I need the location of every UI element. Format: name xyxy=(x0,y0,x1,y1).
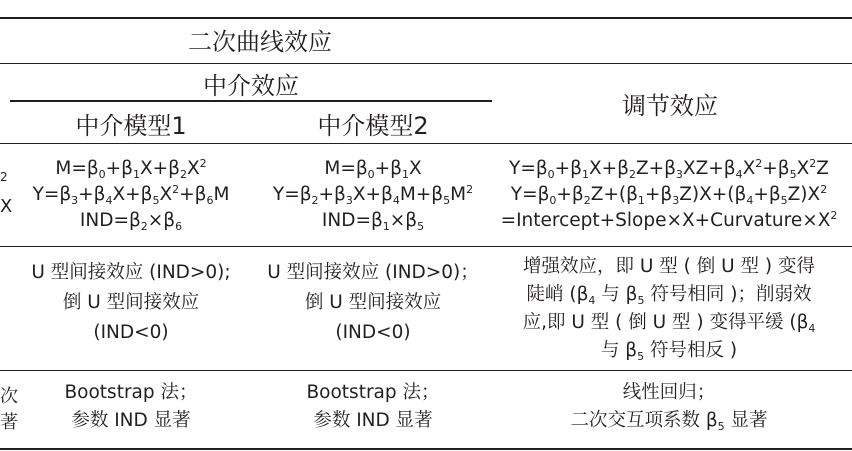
header-mediation-model-2: 中介模型2 xyxy=(317,112,429,140)
row3-model2-line2: 参数 IND 显著 xyxy=(313,410,433,431)
left-fragment-3: 次 xyxy=(0,386,18,407)
row2-moderation-line1: 增强效应，即 U 型 ( 倒 U 型 ) 变得 xyxy=(522,256,816,277)
row2-moderation-line2: 陡峭 ($\beta_4$ 与 $\beta_5$ 符号相同 )；削弱效 xyxy=(526,284,812,307)
header-divider-rule xyxy=(0,63,852,64)
row2-model2-line3: (IND<0) xyxy=(335,322,411,343)
top-rule xyxy=(0,17,852,19)
row1-moderation-line2: $Y=\beta_0+\beta_2Z+(\beta_1+\beta_3Z)X+(\beta_4+\beta_5Z)X^2$ xyxy=(510,183,828,207)
header-mediation-effect: 中介效应 xyxy=(203,72,299,100)
row3-model1-line2: 参数 IND 显著 xyxy=(71,410,191,431)
row2-bottom-rule xyxy=(0,370,852,371)
row1-model1-line1: $M=\beta_0+\beta_1X+\beta_2X^2$ xyxy=(55,157,207,181)
left-fragment-1: 2 xyxy=(0,170,8,184)
row3-moderation-line1: 线性回归； xyxy=(622,382,716,403)
row1-bottom-rule xyxy=(0,246,852,247)
row1-model2-line1: $M=\beta_0+\beta_1X$ xyxy=(324,158,422,181)
header-quadratic-effect: 二次曲线效应 xyxy=(188,28,332,56)
row3-model2-line1: Bootstrap 法； xyxy=(306,382,440,403)
row1-model2-line3: $IND=\beta_1\times\beta_5$ xyxy=(321,210,425,233)
row2-model1-line2: 倒 U 型间接效应 xyxy=(62,292,200,313)
header-mediation-model-1: 中介模型1 xyxy=(75,112,187,140)
header-moderation-effect: 调节效应 xyxy=(622,92,718,120)
header-bottom-rule xyxy=(0,143,852,144)
row1-model2-line2: $Y=\beta_2+\beta_3X+\beta_4M+\beta_5M^2$ xyxy=(272,183,474,207)
row2-moderation-line3: 应,即 U 型 ( 倒 U 型 ) 变得平缓 ($\beta_4$ xyxy=(522,312,816,335)
row1-model1-line3: $IND=\beta_2\times\beta_6$ xyxy=(79,210,183,233)
bottom-rule xyxy=(0,448,852,450)
left-fragment-4: 著 xyxy=(0,412,18,433)
row3-model1-line1: Bootstrap 法； xyxy=(64,382,198,403)
row2-moderation-line4: 与 $\beta_5$ 符号相反 ) xyxy=(600,340,738,363)
left-fragment-2: X xyxy=(0,196,13,217)
row1-moderation-line1: $Y=\beta_0+\beta_1X+\beta_2Z+\beta_3XZ+\beta_4X^2+\beta_5X^2Z$ xyxy=(509,157,829,181)
row2-model1-line3: (IND<0) xyxy=(93,322,169,343)
row1-model1-line2: $Y=\beta_3+\beta_4X+\beta_5X^2+\beta_6M$ xyxy=(32,183,230,207)
row2-model2-line2: 倒 U 型间接效应 xyxy=(304,292,442,313)
row2-model1-line1: U 型间接效应 (IND>0); xyxy=(31,262,231,283)
row2-model2-line1: U 型间接效应 (IND>0)； xyxy=(267,262,479,283)
row3-moderation-line2: 二次交互项系数 $\beta_5$ 显著 xyxy=(570,410,768,433)
row1-moderation-line3: $=Intercept+Slope\times X+Curvature\times X^2$ xyxy=(500,209,838,231)
